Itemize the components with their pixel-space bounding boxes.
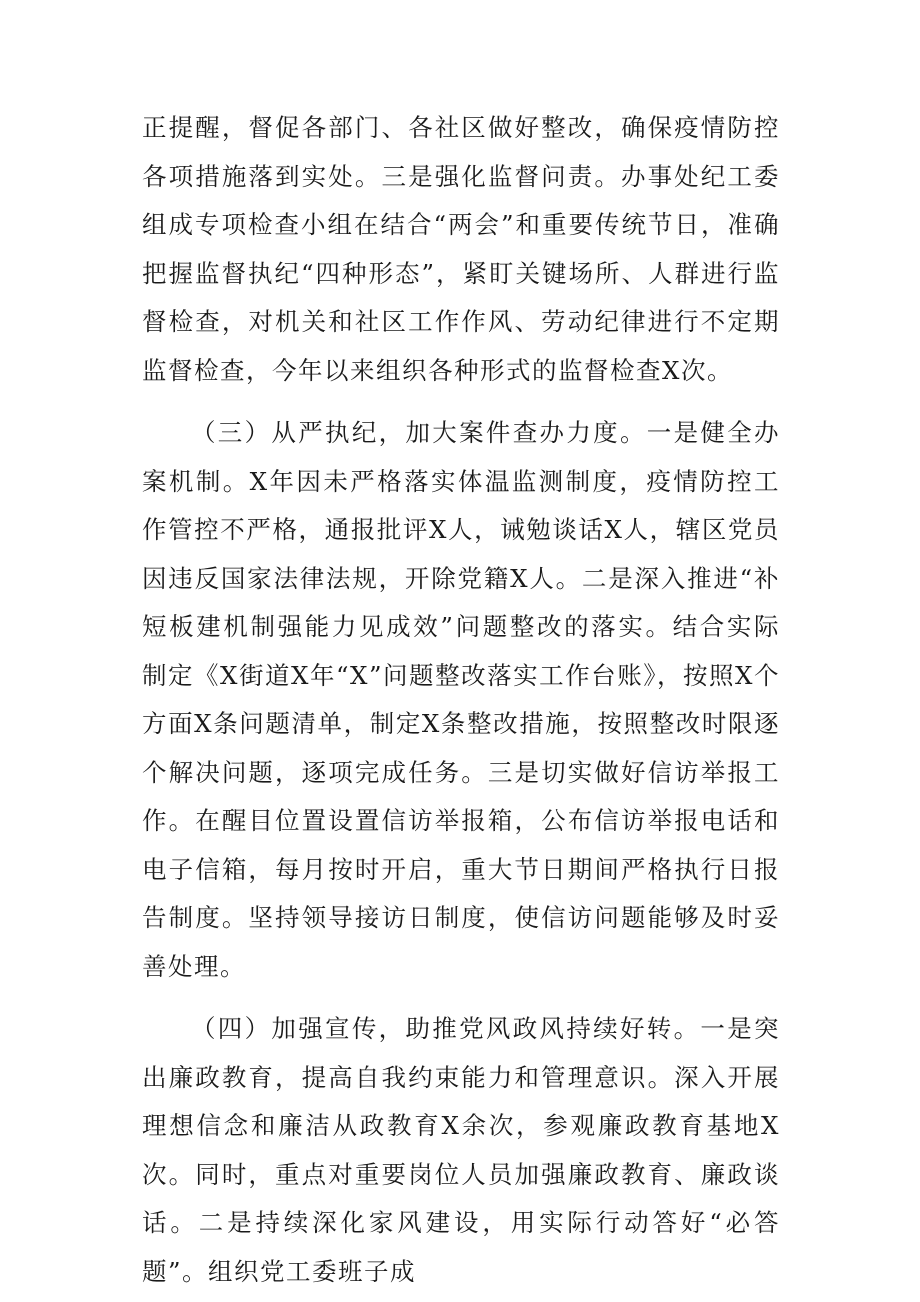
document-body: [142, 104, 780, 1296]
paragraph-section-3: （三）从严执纪，加大案件查办力度。一是健全办案机制。X年因未严格落实体温监测制度，疫情防控工作管控不严格，通报批评X人，诫勉谈话X人，辖区党员因违反国家法律法规，开除党籍X人。二是深入推进“补短板建机制强能力见成效”问题整改的落实。结合实际制定《X街道X年“X”问题整改落实工作台账》，按照X个方面X条问题清单，制定X条整改措施，按照整改时限逐个解决问题，逐项完成任务。三是切实做好信访举报工作。在醒目位置设置信访举报箱，公布信访举报电话和电子信箱，每月按时开启，重大节日期间严格执行日报告制度。坚持领导接访日制度，使信访问题能够及时妥善处理。: [142, 418, 780, 981]
paragraph-continuation: 正提醒，督促各部门、各社区做好整改，确保疫情防控各项措施落到实处。三是强化监督问责。办事处纪工委组成专项检查小组在结合“两会”和重要传统节日，准确把握监督执纪“四种形态”，紧盯关键场所、人群进行监督检查，对机关和社区工作作风、劳动纪律进行不定期监督检查，今年以来组织各种形式的监督检查X次。: [142, 113, 780, 385]
paragraph-section-4: （四）加强宣传，助推党风政风持续好转。一是突出廉政教育，提高自我约束能力和管理意识。深入开展理想信念和廉洁从政教育X余次，参观廉政教育基地X次。同时，重点对重要岗位人员加强廉政教育、廉政谈话。二是持续深化家风建设，用实际行动答好“必答题”。组织党工委班子成: [142, 1014, 780, 1286]
